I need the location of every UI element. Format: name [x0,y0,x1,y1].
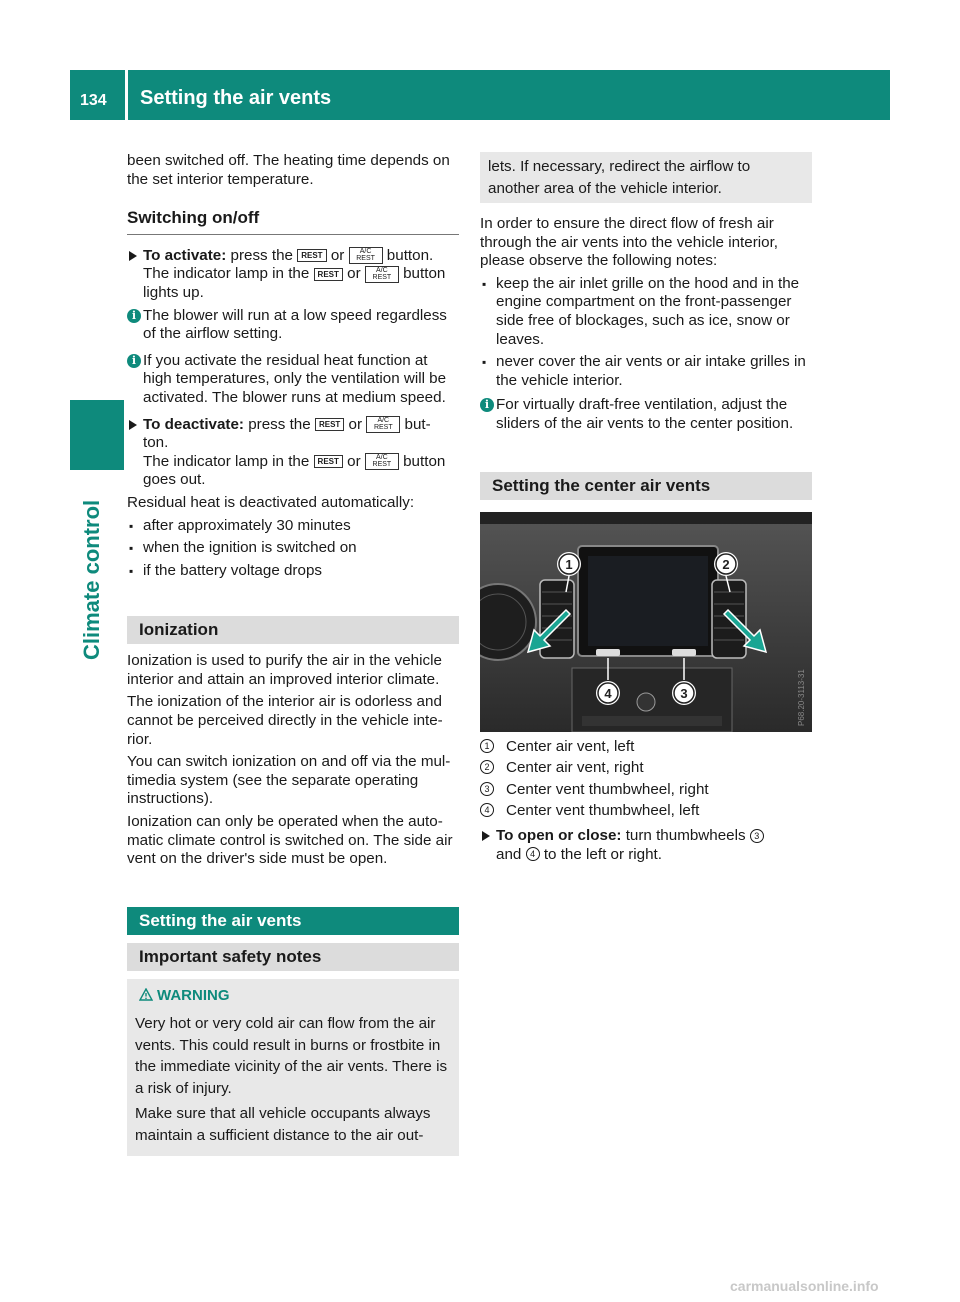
deactivate-step [127,416,459,490]
warning-text: Very hot or very cold air can flow from the air vents. This could result in burns or frostbite in the immediate vicinity of the air vents. There is a risk of injury. [135,1015,448,1097]
activate-text: press the [230,246,293,264]
ac-label: A/C [377,417,390,425]
info-note [127,352,459,408]
ac-label: A/C [359,248,372,256]
callout-2-label: 2 [722,556,730,572]
or-text: or [347,265,361,283]
legend-text: Center vent thumbwheel, right [506,780,709,798]
callout-1-label: 1 [565,556,573,572]
list-item: ▪ after approximately 30 minutes [127,517,459,536]
legend-number: 2 [480,760,494,774]
deactivate-label: To deactivate: [143,415,244,433]
ac-rest-button-icon [365,453,399,470]
ac-rest-label: REST [372,461,392,469]
ac-rest-button-icon [349,247,383,264]
legend-number: 1 [480,739,494,753]
header-divider [125,70,128,120]
side-chapter-label: Climate control [79,499,104,660]
warning-text: Make sure that all vehicle occupants always maintain a sufficient distance to the air out- [135,1105,431,1144]
ac-label: A/C [376,454,388,462]
list-item: ▪ when the ignition is switched on [127,539,459,558]
info-text: If you activate the residual heat function at high temperatures, only the ventilation will be activated. The blower runs at medium speed. [143,351,447,406]
legend-text: Center air vent, left [506,737,635,755]
ref-number: 3 [750,829,764,843]
safety-heading: Important safety notes [127,943,459,971]
footer-watermark: carmanualsonline.info [730,1278,879,1294]
warning-triangle-icon [139,988,153,1001]
page-header [70,70,890,120]
center-vents-heading: Setting the center air vents [480,472,812,500]
ionization-paragraph: The ionization of the interior air is odorless and cannot be perceived directly in the vehicle inte- rior. [127,693,443,748]
info-icon: i [480,398,494,412]
callout-3-label: 3 [680,685,688,701]
page-number: 134 [80,92,107,109]
list-item: ▪ keep the air inlet grille on the hood and in the engine compartment on the front-passenger side free of blockages, such as ice, snow or leaves. [480,275,812,349]
indicator-text-end: button goes out. [143,452,446,489]
activate-label: To activate: [143,246,227,264]
rest-button-icon: REST [297,249,326,262]
legend-number: 3 [480,782,494,796]
ac-rest-label: REST [373,424,393,432]
switching-heading: Switching on/off [127,209,459,235]
section-heading: Setting the air vents [127,907,459,935]
open-close-text: to the left or right. [543,845,662,863]
deactivate-text: press the [248,415,311,433]
or-text: or [347,452,361,470]
or-text: or [330,246,345,264]
ionization-heading: Ionization [127,616,459,644]
ionization-paragraph: Ionization is used to purify the air in the vehicle interior and attain an improved interior climate. [127,652,442,688]
fresh-air-paragraph: In order to ensure the direct flow of fresh air through the air vents into the vehicle interior, please observe the following notes: [480,215,779,270]
ionization-paragraph: You can switch ionization on and off via the mul- timedia system (see the separate operating instructions). [127,753,451,808]
residual-intro: Residual heat is deactivated automatically: [127,493,415,511]
indicator-text: The indicator lamp in the [143,265,310,283]
ac-rest-label: REST [356,255,375,263]
intro-text: been switched off. The heating time depends on the set interior temperature. [127,152,450,188]
indicator-text: The indicator lamp in the [143,452,310,470]
legend-text: Center vent thumbwheel, left [506,802,700,820]
activate-step [127,247,459,303]
warning-box-continued: lets. If necessary, redirect the airflow to another area of the vehicle interior. [480,152,812,203]
ac-rest-button-icon [365,266,399,283]
list-item: ▪ if the battery voltage drops [127,562,459,581]
warning-box [127,979,459,1157]
warning-label: WARNING [157,986,230,1004]
callout-2 [714,552,738,576]
indicator-text-end: button lights up. [143,265,446,301]
info-text: The blower will run at a low speed regardless of the airflow setting. [143,306,447,343]
or-text: or [348,415,363,433]
rest-button-icon: REST [314,455,343,468]
activate-text-end: button. [386,246,434,264]
info-text: For virtually draft-free ventilation, adjust the sliders of the air vents to the center position. [496,396,794,432]
list-item: ▪ never cover the air vents or air intake grilles in the vehicle interior. [480,353,812,390]
open-close-text: and [496,845,522,863]
right-column [480,152,812,868]
info-note [480,396,812,433]
info-icon: i [127,309,141,323]
legend-item [480,802,812,821]
page-title: Setting the air vents [140,87,332,109]
dashboard-figure [480,512,812,732]
info-note [127,307,459,344]
left-column [127,152,459,1156]
callout-4 [596,681,620,705]
legend-text: Center air vent, right [506,759,644,777]
open-close-step [480,827,812,864]
dashboard-illustration [480,512,812,732]
ref-number: 4 [526,847,540,861]
ac-rest-label: REST [372,273,392,281]
ionization-paragraph: Ionization can only be operated when the auto- matic climate control is switched on. The side air vent on the driver's side must be open. [127,813,453,868]
open-close-text: turn thumbwheels [625,826,746,844]
legend-number: 4 [480,803,494,817]
info-icon: i [127,354,141,368]
rest-button-icon: REST [315,418,344,431]
rest-button-icon: REST [314,268,343,281]
legend-item [480,781,812,800]
warning-title [135,987,451,1006]
callout-1 [557,552,581,576]
callout-3 [672,681,696,705]
legend-item [480,738,812,757]
legend-item [480,759,812,778]
ac-label: A/C [376,266,388,274]
ac-rest-button-icon [366,416,400,433]
open-close-label: To open or close: [496,826,622,844]
deactivate-text-end: but- ton. [143,415,431,452]
callout-4-label: 4 [604,685,612,701]
figure-code: P68.20-3113-31 [797,668,806,726]
